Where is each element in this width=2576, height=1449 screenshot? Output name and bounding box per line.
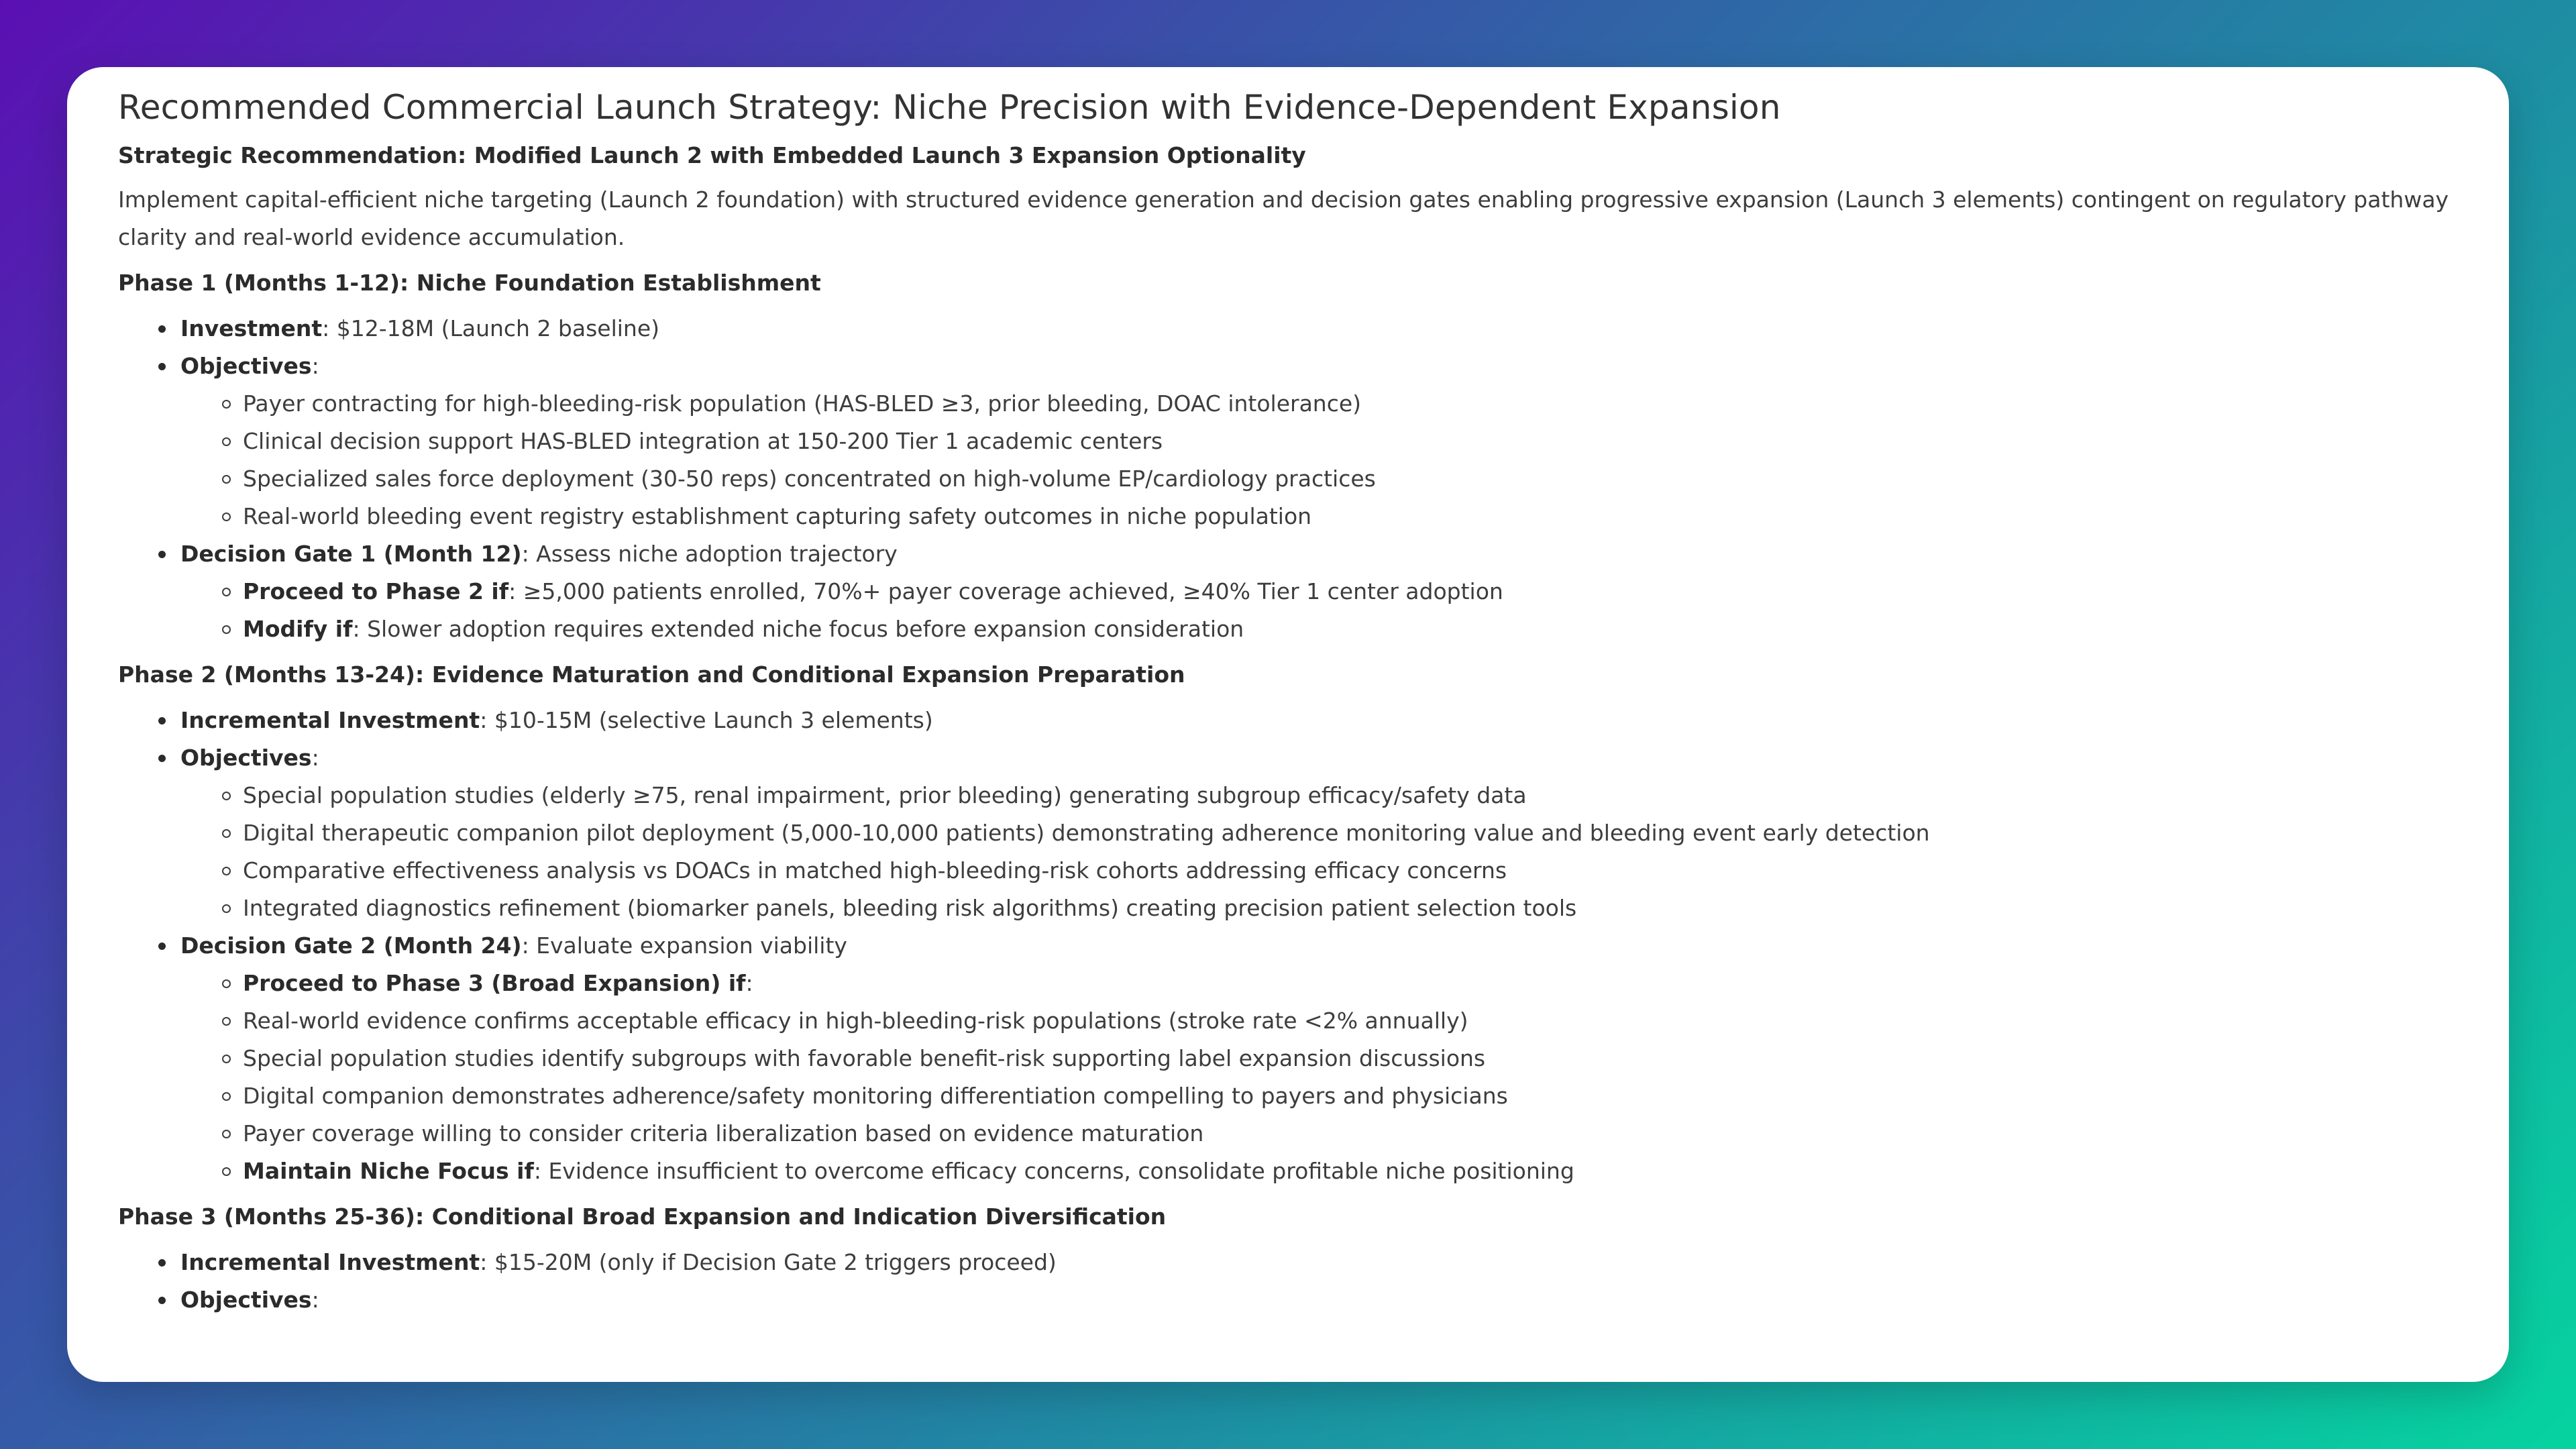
phase2-heading: Phase 2 (Months 13-24): Evidence Maturation and Conditional Expansion Preparation: [118, 661, 1185, 688]
phase3-investment: [180, 1244, 2458, 1281]
phase2-objectives-label: Objectives: [180, 745, 312, 771]
list-item: Real-world evidence confirms acceptable efficacy in high-bleeding-risk populations (stroke rate <2% annually): [243, 1002, 2458, 1040]
proceed-label: Proceed to Phase 3 (Broad Expansion) if: [243, 970, 746, 996]
phase1-investment-text: : $12-18M (Launch 2 baseline): [322, 315, 660, 341]
phase2-gate-label: Decision Gate 2 (Month 24): [180, 932, 522, 959]
list-item: Payer coverage willing to consider criteria liberalization based on evidence maturation: [243, 1115, 2458, 1152]
proceed-suffix: :: [745, 970, 753, 996]
phase1-objectives-list: [180, 385, 2458, 535]
phase3-investment-label: Incremental Investment: [180, 1249, 480, 1275]
gate-item-text: : Slower adoption requires extended niche focus before expansion consideration: [352, 616, 1244, 642]
list-item: Real-world bleeding event registry establishment capturing safety outcomes in niche population: [243, 498, 2458, 535]
phase3-heading: Phase 3 (Months 25-36): Conditional Broad Expansion and Indication Diversification: [118, 1203, 1167, 1230]
list-item: Special population studies identify subgroups with favorable benefit-risk supporting label expansion discussions: [243, 1040, 2458, 1077]
phase2-investment-text: : $10-15M (selective Launch 3 elements): [480, 707, 933, 733]
list-item: Clinical decision support HAS-BLED integration at 150-200 Tier 1 academic centers: [243, 423, 2458, 460]
phase2-objectives-list: [180, 777, 2458, 927]
phase1-gate-list: [180, 573, 2458, 648]
phase1-list: [118, 310, 2458, 648]
phase3-objectives-suffix: :: [311, 1287, 319, 1313]
recommendation-heading: Strategic Recommendation: Modified Launch 2 with Embedded Launch 3 Expansion Optionality: [118, 142, 1306, 168]
phase1-decision-gate: [180, 535, 2458, 648]
list-item: Special population studies (elderly ≥75, renal impairment, prior bleeding) generating subgroup efficacy/safety data: [243, 777, 2458, 814]
phase3-objectives: [180, 1281, 2458, 1319]
phase1-gate-text: : Assess niche adoption trajectory: [521, 541, 898, 567]
list-item: Integrated diagnostics refinement (biomarker panels, bleeding risk algorithms) creating precision patient selection tools: [243, 890, 2458, 927]
maintain-text: : Evidence insufficient to overcome efficacy concerns, consolidate profitable niche positioning: [533, 1158, 1574, 1184]
phase1-gate-label: Decision Gate 1 (Month 12): [180, 541, 522, 567]
maintain-label: Maintain Niche Focus if: [243, 1158, 534, 1184]
gate-item-label: Modify if: [243, 616, 353, 642]
phase2-investment-label: Incremental Investment: [180, 707, 480, 733]
list-item: Digital companion demonstrates adherence/safety monitoring differentiation compelling to payers and physicians: [243, 1077, 2458, 1115]
phase2-list: [118, 702, 2458, 1190]
list-item: [243, 1152, 2458, 1190]
phase1-objectives-label: Objectives: [180, 353, 312, 379]
phase2-objectives: [180, 739, 2458, 927]
phase2-gate-list: [180, 965, 2458, 1190]
gate-item-label: Proceed to Phase 2 if: [243, 578, 509, 604]
phase1-investment: [180, 310, 2458, 347]
intro-paragraph: Implement capital-efficient niche targeting (Launch 2 foundation) with structured evidence generation and decision gates enabling progressive expansion (Launch 3 elements) contingent on regulatory pathway clarity and real-world evidence accumulation.: [118, 186, 2449, 250]
document-content: [118, 86, 2458, 1319]
phase2-objectives-suffix: :: [311, 745, 319, 771]
phase1-objectives-suffix: :: [311, 353, 319, 379]
list-item: [243, 965, 2458, 1002]
list-item: Digital therapeutic companion pilot deployment (5,000-10,000 patients) demonstrating adherence monitoring value and bleeding event early detection: [243, 814, 2458, 852]
document-card: [67, 67, 2509, 1382]
list-item: Payer contracting for high-bleeding-risk population (HAS-BLED ≥3, prior bleeding, DOAC intolerance): [243, 385, 2458, 423]
phase2-gate-text: : Evaluate expansion viability: [521, 932, 847, 959]
phase2-investment: [180, 702, 2458, 739]
list-item: [243, 573, 2458, 610]
list-item: [243, 610, 2458, 648]
phase1-investment-label: Investment: [180, 315, 323, 341]
list-item: Specialized sales force deployment (30-50 reps) concentrated on high-volume EP/cardiology practices: [243, 460, 2458, 498]
phase1-heading: Phase 1 (Months 1-12): Niche Foundation Establishment: [118, 270, 821, 296]
phase3-objectives-label: Objectives: [180, 1287, 312, 1313]
phase3-list: [118, 1244, 2458, 1319]
gate-item-text: : ≥5,000 patients enrolled, 70%+ payer coverage achieved, ≥40% Tier 1 center adoption: [508, 578, 1503, 604]
page-title: Recommended Commercial Launch Strategy: Niche Precision with Evidence-Dependent Expansion: [118, 88, 1781, 127]
phase2-decision-gate: [180, 927, 2458, 1190]
list-item: Comparative effectiveness analysis vs DOACs in matched high-bleeding-risk cohorts addressing efficacy concerns: [243, 852, 2458, 890]
phase1-objectives: [180, 347, 2458, 535]
phase3-investment-text: : $15-20M (only if Decision Gate 2 triggers proceed): [480, 1249, 1057, 1275]
